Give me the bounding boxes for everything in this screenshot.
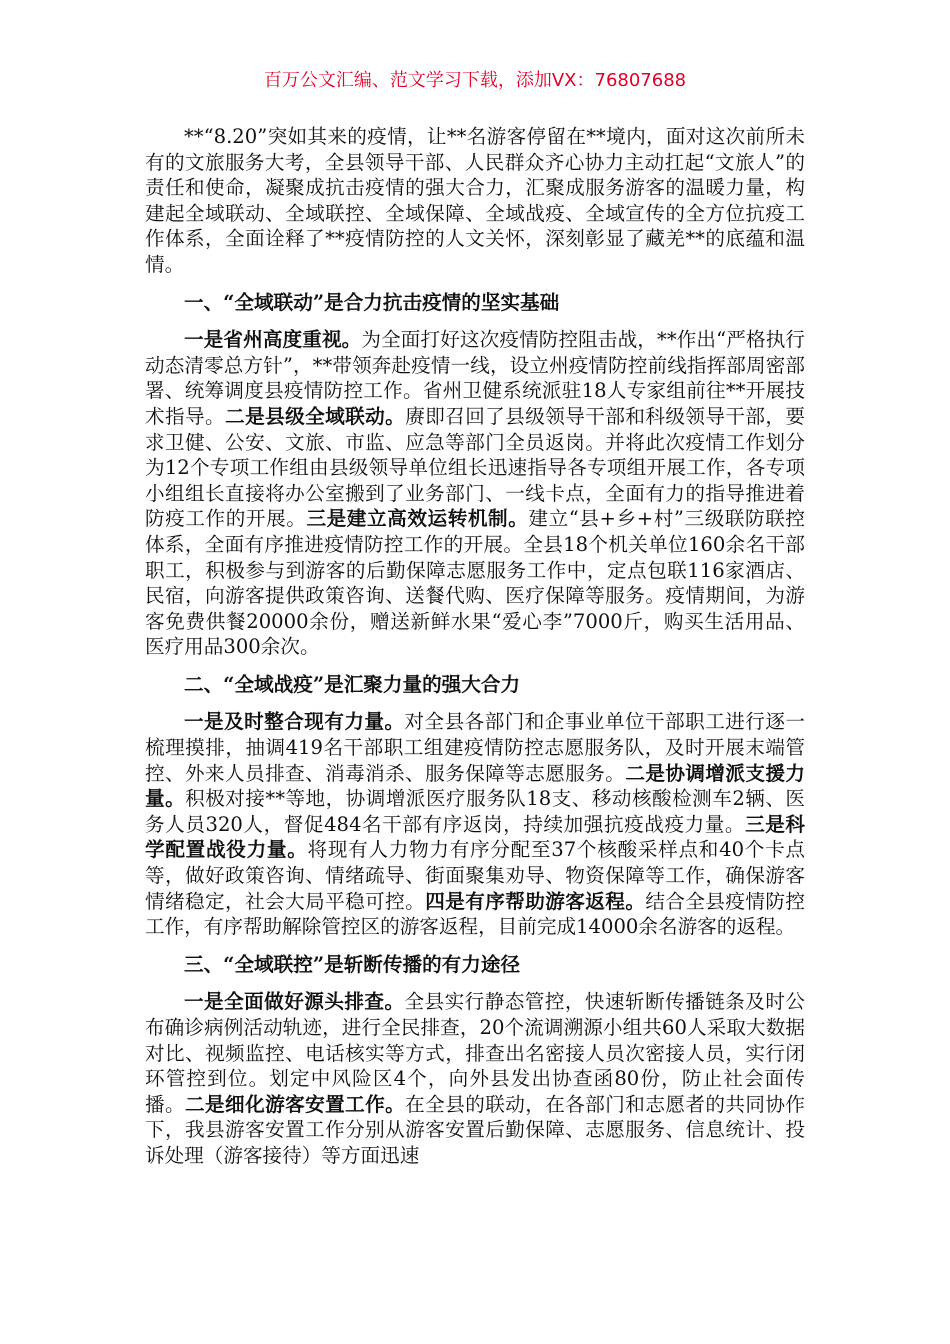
section-2-point-4-text: 结合全县疫情防控工作，有序帮助解除管控区的游客返程，目前完成14000余名游客的返程。 [145,889,806,939]
section-1-point-1-text: 为全面打好这次疫情防控阻击战，**作出“严格执行动态清零总方针”，**带领奔赴疫情一线，设立州疫情防控前线指挥部周密部署、统筹调度县疫情防控工作。省州卫健系统派驻18人专家组前往**开展技术指导。 [145,328,805,428]
document-body [145,124,805,1169]
section-1-point-2-text: 赓即召回了县级领导干部和科级领导干部，要求卫健、公安、文旅、市监、应急等部门全员返岗。并将此次疫情工作划分为12个专项工作组由县级领导单位组长迅速指导各专项组开展工作，各专项小组组长直接将办公室搬到了业务部门、一线卡点，全面有力的指导推进着防疫工作的开展。 [145,404,806,531]
watermark-banner: 百万公文汇编、范文学习下载，添加VX：76807688 [263,70,687,91]
section-2-point-2-title: 二是协调增派支援力量。 [145,761,806,811]
section-1-point-3-text: 建立“县+乡+村”三级联防联控体系，全面有序推进疫情防控工作的开展。全县18个机关单位160余名干部职工，积极参与到游客的后勤保障志愿服务工作中，定点包联116家酒店、民宿，向游客提供政策咨询、送餐代购、医疗保障等服务。疫情期间，为游客免费供餐20000余份，赠送新鲜水果“爱心李”7000斤，购买生活用品、医疗用品300余次。 [145,507,805,659]
section-3-point-2-title: 二是细化游客安置工作。 [185,1092,406,1116]
section-3-point-1-title: 一是全面做好源头排查。 [184,990,405,1014]
section-1-point-1-title: 一是省州高度重视。 [184,328,362,352]
section-2-paragraph [145,709,805,939]
section-1-point-2-title: 二是县级全域联动。 [225,404,406,428]
section-2-point-4-title: 四是有序帮助游客返程。 [425,889,646,913]
section-3-point-1-text: 全县实行静态管控，快速斩断传播链条及时公布确诊病例活动轨迹，进行全民排查，20个流调溯源小组共60人采取大数据对比、视频监控、电话核实等方式，排查出名密接人员次密接人员，实行闭环管控到位。划定中风险区4个，向外县发出协查函80份，防止社会面传播。 [145,990,805,1116]
section-1-point-3-title: 三是建立高效运转机制。 [306,507,529,531]
section-1-heading: 一、“全域联动”是合力抗击疫情的坚实基础 [184,290,560,314]
intro-paragraph: **“8.20”突如其来的疫情，让**名游客停留在**境内，面对这次前所未有的文旅服务大考，全县领导干部、人民群众齐心协力主动扛起“文旅人”的责任和使命，凝聚成抗击疫情的强大合力，汇聚成服务游客的温暖力量，构建起全域联动、全域联控、全域保障、全域战疫、全域宣传的全方位抗疫工作体系，全面诠释了**疫情防控的人文关怀，深刻彰显了藏羌**的底蕴和温情。 [145,125,805,276]
section-2-point-1-title: 一是及时整合现有力量。 [184,710,405,734]
section-3-point-2-text: 在全县的联动，在各部门和志愿者的共同协作下，我县游客安置工作分别从游客安置后勤保障、志愿服务、信息统计、投诉处理（游客接待）等方面迅速 [145,1092,806,1167]
section-2-point-3-title: 三是科学配置战役力量。 [145,812,806,862]
section-2-point-1-text: 对全县各部门和企事业单位干部职工进行逐一梳理摸排，抽调419名干部职工组建疫情防控志愿服务队，及时开展末端管控、外来人员排查、消毒消杀、服务保障等志愿服务。 [145,710,805,785]
section-2-point-3-text: 将现有人力物力有序分配至37个核酸采样点和40个卡点等，做好政策咨询、情绪疏导、街面聚集劝导、物资保障等工作，确保游客情绪稳定，社会大局平稳可控。 [145,838,805,913]
section-2-heading: 二、“全域战疫”是汇聚力量的强大合力 [184,672,521,696]
section-3-heading: 三、“全域联控”是斩断传播的有力途径 [184,952,521,976]
section-1-paragraph [145,327,805,660]
section-2-point-2-text: 积极对接**等地，协调增派医疗服务队18支、移动核酸检测车2辆、医务人员320人，督促484名干部有序返岗，持续加强抗疫战疫力量。 [145,787,805,836]
section-3-paragraph [145,989,805,1168]
